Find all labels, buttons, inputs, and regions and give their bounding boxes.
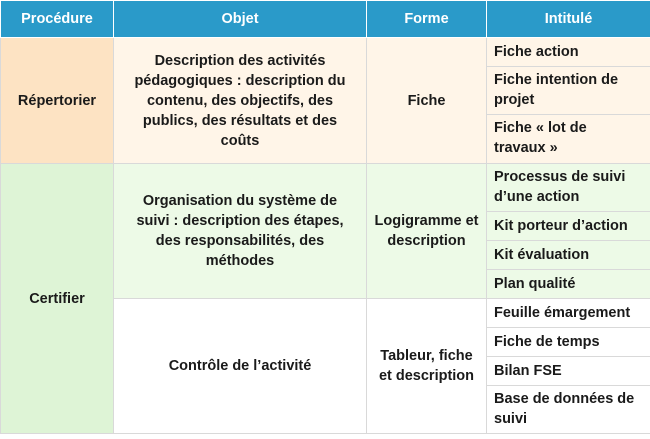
forme-repertorier: Fiche	[367, 38, 487, 164]
intitule-item: Fiche « lot de travaux »	[487, 115, 650, 164]
intitule-item: Plan qualité	[487, 270, 650, 299]
forme-certifier-organisation: Logigramme et description	[367, 164, 487, 299]
procedure-certifier: Certifier	[1, 164, 114, 434]
objet-certifier-controle: Contrôle de l’activité	[114, 299, 367, 434]
intitule-item: Fiche de temps	[487, 328, 650, 357]
header-objet: Objet	[114, 1, 367, 38]
table-row	[1, 164, 650, 212]
table-row	[1, 38, 650, 67]
intitule-item: Kit porteur d’action	[487, 212, 650, 241]
header-forme: Forme	[367, 1, 487, 38]
intitule-item: Feuille émargement	[487, 299, 650, 328]
intitule-item: Processus de suivi d’une action	[487, 164, 650, 212]
intitule-item: Fiche intention de projet	[487, 67, 650, 115]
intitule-item: Base de données de suivi	[487, 386, 650, 434]
objet-certifier-organisation: Organisation du système de suivi : description des étapes, des responsabilités, des méthodes	[114, 164, 367, 299]
header-procedure: Procédure	[1, 1, 114, 38]
intitule-item: Fiche action	[487, 38, 650, 67]
objet-repertorier: Description des activités pédagogiques : description du contenu, des objectifs, des publics, des résultats et des coûts	[114, 38, 367, 164]
header-row	[1, 1, 650, 38]
intitule-item: Bilan FSE	[487, 357, 650, 386]
forme-certifier-controle: Tableur, fiche et description	[367, 299, 487, 434]
header-intitule: Intitulé	[487, 1, 650, 38]
intitule-item: Kit évaluation	[487, 241, 650, 270]
procedure-repertorier: Répertorier	[1, 38, 114, 164]
